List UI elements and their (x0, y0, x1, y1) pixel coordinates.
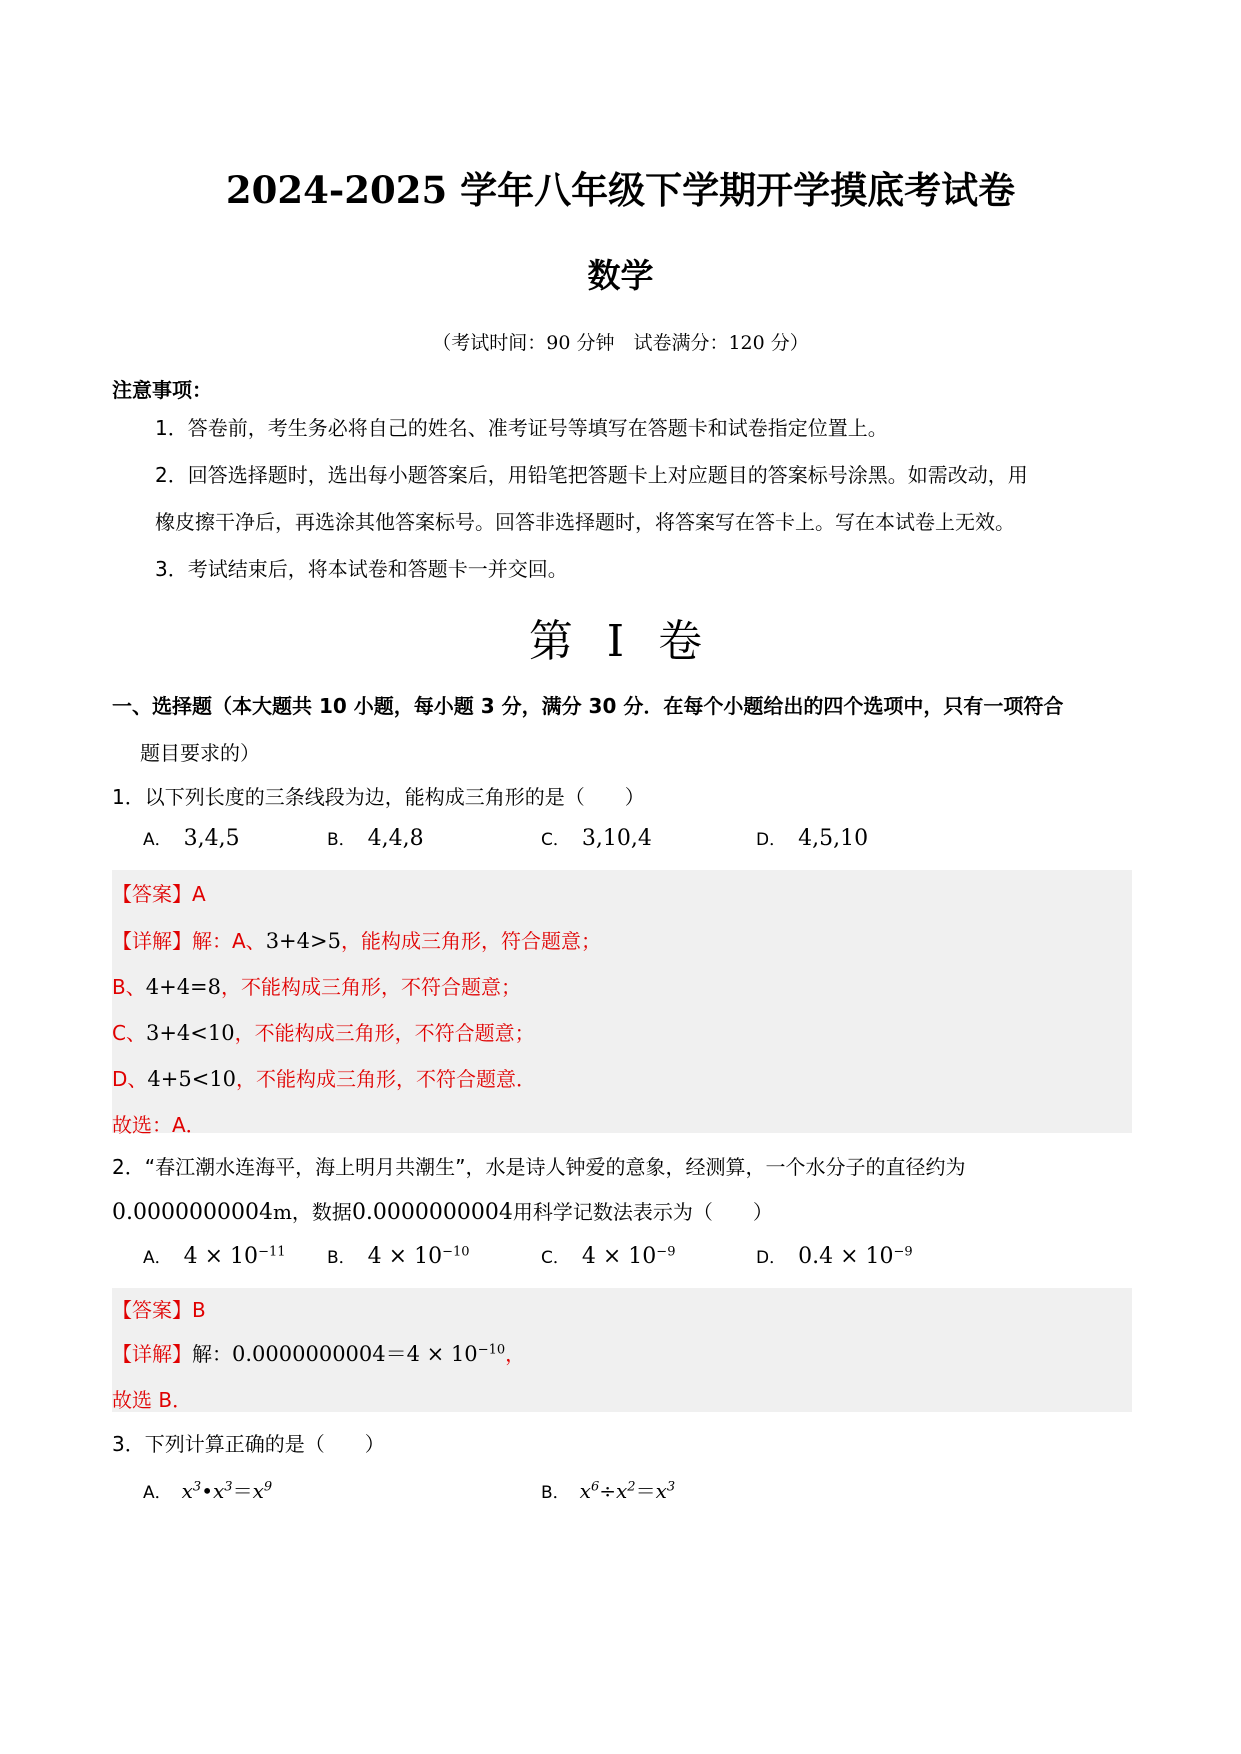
stem-rest: 用科学记数法表示为（ ） (512, 1200, 773, 1224)
exam-title: 2024-2025 学年八年级下学期开学摸底考试卷 (225, 168, 1016, 212)
q1-answer: 【答案】A (112, 882, 206, 906)
detail-text: ，不能构成三角形，不符合题意； (221, 975, 522, 999)
q2-answer-box (112, 1288, 1132, 1412)
option-value: 3,4,5 (183, 826, 240, 851)
option-expression: $x^3•x^3=x^9$ (181, 1479, 273, 1503)
q1-conclusion: 故选：A． (112, 1113, 206, 1137)
option-label: B． (327, 1248, 356, 1268)
note-item: 3．考试结束后，将本试卷和答题卡一并交回。 (155, 557, 568, 581)
option-value: 4 × 10 (581, 1244, 657, 1269)
detail-text: ，能构成三角形，符合题意； (340, 929, 601, 953)
q1-detail-d (112, 1063, 536, 1092)
detail-math: 0.0000000004＝4 × 10 (232, 1342, 478, 1366)
detail-exponent: −10 (477, 1342, 506, 1358)
stem-number: 0.0000000004 (351, 1200, 513, 1225)
detail-math: 3+4<10 (145, 1021, 235, 1045)
option-label: A． (143, 1483, 172, 1503)
q2-option-c (541, 1243, 675, 1269)
q2-option-d (756, 1243, 913, 1269)
detail-prefix: B、 (112, 975, 146, 999)
option-value: 4,4,8 (367, 826, 424, 851)
option-exponent: −10 (442, 1244, 470, 1260)
detail-prefix: C、 (112, 1021, 146, 1045)
detail-text: 解： (192, 1342, 232, 1366)
detail-math: 4+5<10 (147, 1067, 237, 1091)
option-exponent: −9 (893, 1244, 913, 1260)
stem-number: 0.0000000004 (112, 1200, 273, 1225)
option-value: 0.4 × 10 (798, 1244, 894, 1269)
q1-detail-c (112, 1017, 535, 1046)
subject-title: 数学 (587, 256, 654, 295)
q2-option-a (143, 1243, 286, 1269)
option-label: B． (541, 1483, 570, 1503)
q1-detail-a (112, 925, 601, 954)
q1-option-c (541, 825, 652, 851)
q3-option-a (143, 1475, 272, 1504)
question-2-stem-line2 (112, 1196, 773, 1225)
option-label: D． (756, 830, 787, 850)
detail-pre: 解：A、 (192, 929, 266, 953)
detail-text: ，不能构成三角形，不符合题意． (236, 1067, 537, 1091)
q2-conclusion: 故选 B． (112, 1388, 193, 1412)
detail-text: ，不能构成三角形，不符合题意； (234, 1021, 535, 1045)
option-value: 4 × 10 (183, 1244, 259, 1269)
option-value: 4,5,10 (798, 826, 869, 851)
option-label: A． (143, 1248, 172, 1268)
q1-option-d (756, 825, 868, 851)
option-label: A． (143, 830, 172, 850)
q1-answer-box (112, 870, 1132, 1137)
q2-option-b (327, 1243, 470, 1269)
question-3-stem: 3．下列计算正确的是（ ） (112, 1432, 385, 1456)
section-heading: 一、选择题（本大题共 10 小题，每小题 3 分，满分 30 分．在每个小题给出的四个选项中，只有一项符合 (112, 694, 1064, 718)
detail-prefix: D、 (112, 1067, 148, 1091)
note-item: 2．回答选择题时，选出每小题答案后，用铅笔把答题卡上对应题目的答案标号涂黑。如需改动，用 (155, 463, 1028, 487)
option-label: C． (541, 830, 570, 850)
q1-option-b (327, 825, 424, 851)
stem-unit: m，数据 (272, 1200, 352, 1224)
option-exponent: −11 (258, 1244, 286, 1260)
detail-math: 3+4>5 (265, 929, 341, 953)
section-heading-cont: 题目要求的） (140, 741, 260, 765)
question-2-stem-line1: 2．“春江潮水连海平，海上明月共潮生”，水是诗人钟爱的意象，经测算，一个水分子的直径约为 (112, 1155, 966, 1179)
note-item: 橡皮擦干净后，再选涂其他答案标号。回答非选择题时，将答案写在答卡上。写在本试卷上无效。 (155, 510, 1015, 534)
q2-detail (112, 1338, 525, 1368)
volume-title: 第 I 卷 (528, 616, 713, 667)
exam-info: （考试时间：90 分钟 试卷满分：120 分） (432, 332, 809, 354)
detail-prefix: 【详解】 (112, 1342, 192, 1366)
q3-option-b (541, 1475, 675, 1504)
notes-heading: 注意事项： (112, 378, 212, 402)
detail-tail: ， (505, 1342, 526, 1366)
option-label: D． (756, 1248, 787, 1268)
q1-detail-b (112, 971, 521, 1000)
question-1-stem: 1．以下列长度的三条线段为边，能构成三角形的是（ ） (112, 785, 645, 809)
q2-answer: 【答案】B (112, 1298, 206, 1322)
option-exponent: −9 (656, 1244, 676, 1260)
detail-math: 4+4=8 (145, 975, 222, 999)
option-label: C． (541, 1248, 570, 1268)
option-expression: $x^6\div x^2=x^3$ (579, 1479, 676, 1503)
note-item: 1．答卷前，考生务必将自己的姓名、准考证号等填写在答题卡和试卷指定位置上。 (155, 416, 888, 440)
option-label: B． (327, 830, 356, 850)
option-value: 3,10,4 (581, 826, 652, 851)
detail-prefix: 【详解】 (112, 929, 192, 953)
q1-option-a (143, 825, 240, 851)
option-value: 4 × 10 (367, 1244, 443, 1269)
